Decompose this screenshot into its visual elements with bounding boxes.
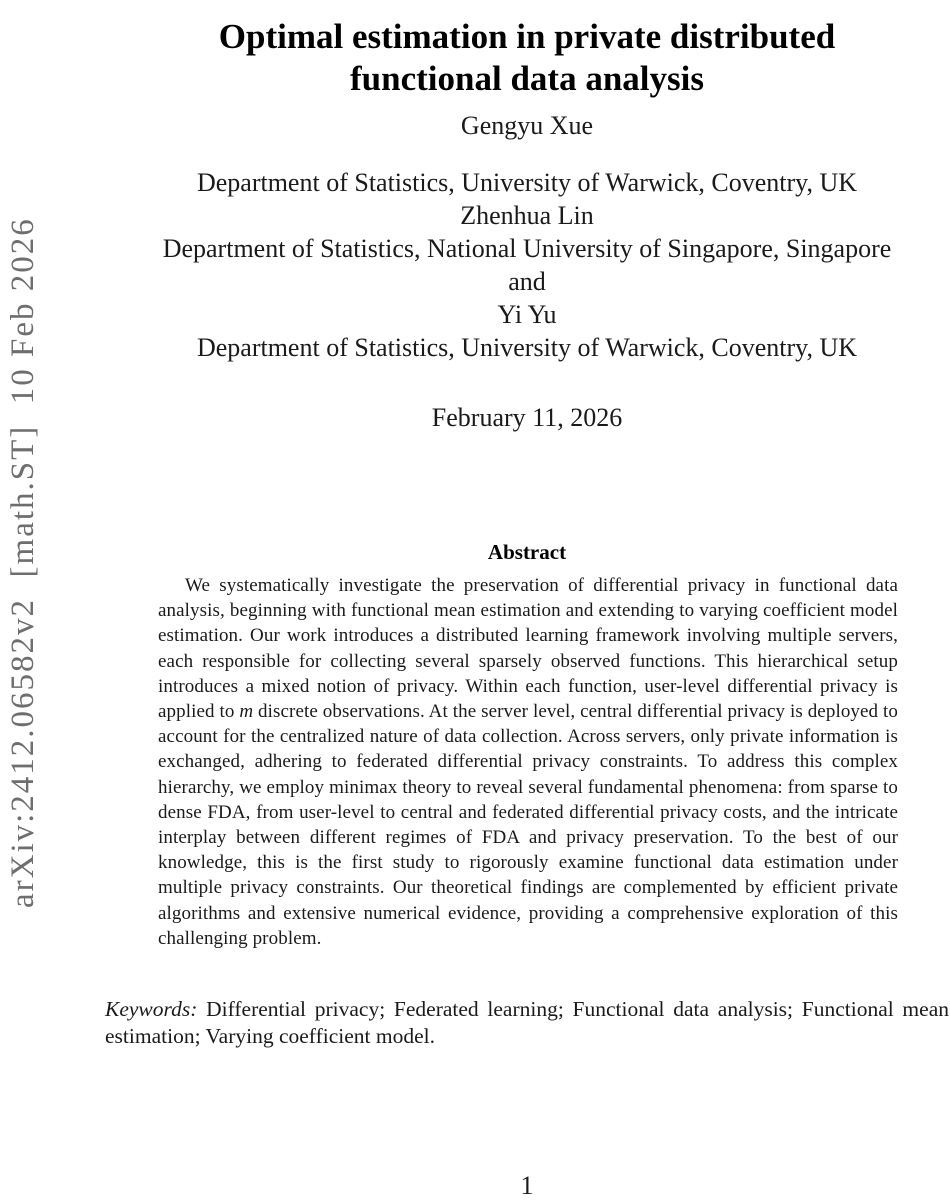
abstract-heading: Abstract [487,540,567,564]
abstract-text-part2: discrete observations. At the server level, central differential privacy is deployed to account for the centralized nature of data collection. Across servers, only private information is exchanged, adhering to federated differential privacy constraints. To address this complex hierarchy, we employ minimax theory to reveal several fundamental phenomena: from sparse to dense FDA, from user-level to central and federated differential privacy costs, and the intricate interplay between different regimes of FDA and privacy preservation. To the best of our knowledge, this is the first study to rigorously examine functional data estimation under multiple privacy constraints. Our theoretical findings are complemented by efficient private algorithms and extensive numerical evidence, providing a comprehensive exploration of this challenging problem. [158,701,898,949]
page-content [105,0,949,1200]
math-symbol-m: m [239,701,254,723]
author-name-3: Yi Yu [497,300,557,329]
arxiv-watermark: arXiv:2412.06582v2 [math.ST] 10 Feb 2026 [5,217,41,908]
author-affiliation-block [105,166,949,364]
page-number: 1 [520,1171,534,1200]
keywords-text: Differential privacy; Federated learning; Functional data analysis; Functional mean estimation; Varying coefficient model. [105,997,949,1048]
publication-date: February 11, 2026 [431,403,623,432]
paper-title-line2: functional data analysis [350,59,704,99]
abstract-text [158,573,898,951]
author-affiliation-3: Department of Statistics, University of Warwick, Coventry, UK [196,333,858,362]
paper-title-line1: Optimal estimation in private distributed [218,17,836,57]
author-conjunction: and [508,267,546,296]
paper-title [105,16,949,100]
author-name-1: Gengyu Xue [460,111,594,140]
author-affiliation-1: Department of Statistics, University of Warwick, Coventry, UK [196,168,858,197]
author-affiliation-2: Department of Statistics, National University of Singapore, Singapore [162,234,892,263]
keywords-label: Keywords: [105,997,198,1021]
keywords-line [105,996,949,1049]
abstract-text-part1: We systematically investigate the preservation of differential privacy in functional data analysis, beginning with functional mean estimation and extending to varying coefficient model estimation. Our work introduces a distributed learning framework involving multiple servers, each responsible for collecting several sparsely observed functions. This hierarchical setup introduces a mixed notion of privacy. Within each function, user-level differential privacy is applied to [158,575,898,723]
author-name-2: Zhenhua Lin [460,201,594,230]
